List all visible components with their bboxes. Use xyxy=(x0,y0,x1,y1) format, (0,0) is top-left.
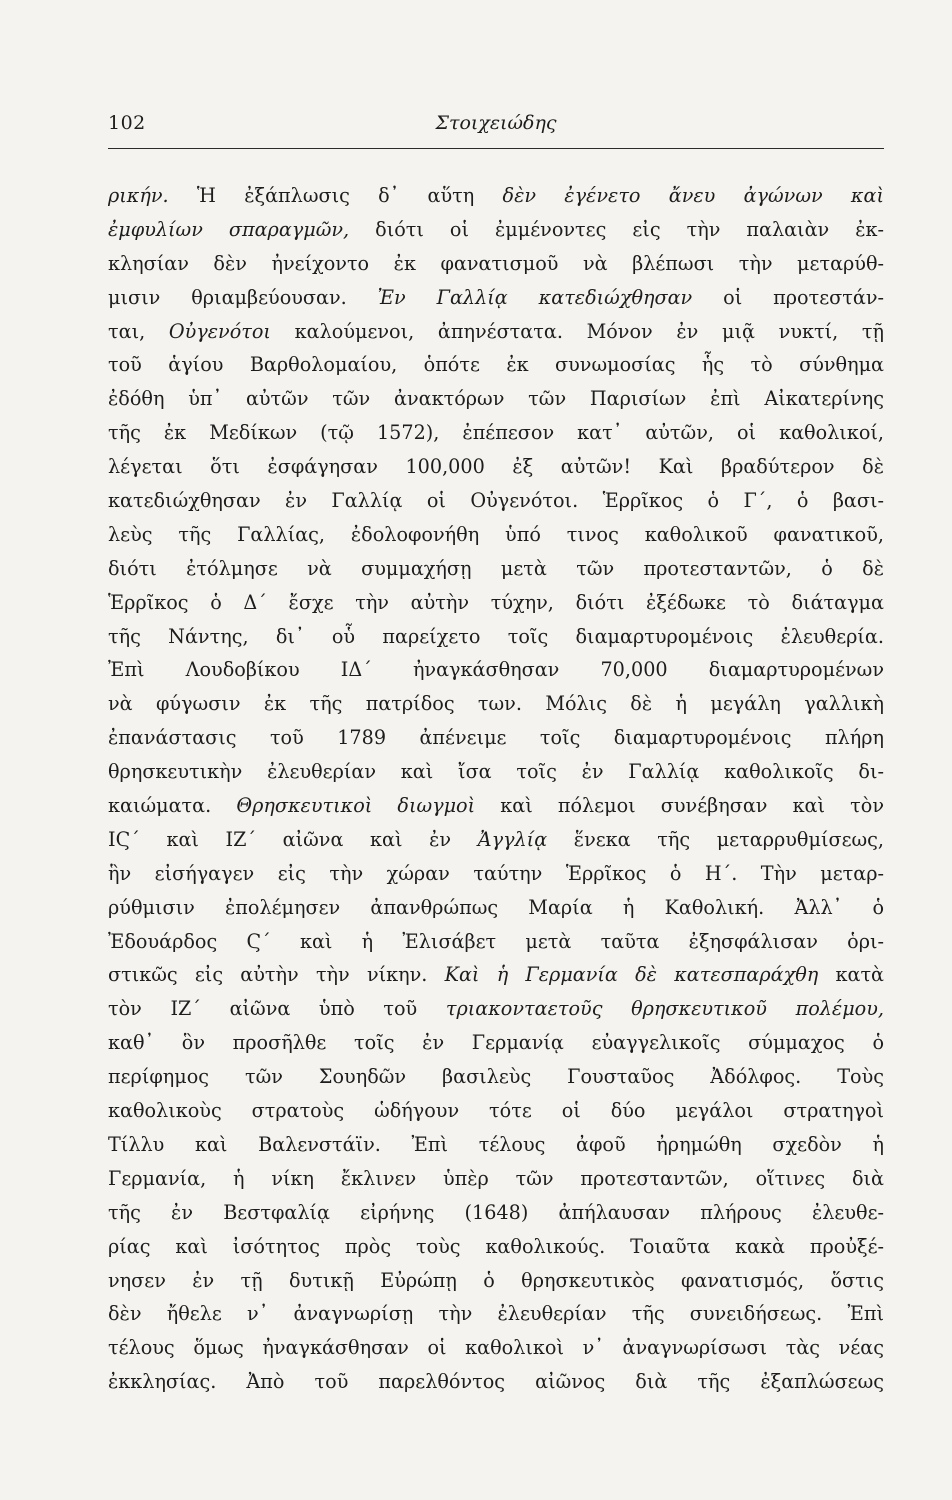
text-segment: τέλους ὅμως ἠναγκάσθησαν οἱ καθολικοὶ ν᾿ ἀναγνωρίσωσι τὰς νέας xyxy=(108,1336,884,1360)
text-line xyxy=(108,247,884,281)
text-segment: δὲν ἤθελε ν᾿ ἀναγνωρίσῃ τὴν ἐλευθερίαν τῆς συνειδήσεως. Ἐπὶ xyxy=(108,1302,884,1326)
text-segment: τῆς Νάντης, δι᾿ οὗ παρείχετο τοῖς διαμαρτυρομένοις ἐλευθερία. xyxy=(108,624,884,648)
text-segment: τῆς ἐν Βεστφαλίᾳ εἰρήνης (1648) ἀπήλαυσαν πλήρους ἐλευθε- xyxy=(108,1200,884,1224)
text-segment: τὸν ΙΖ´ αἰῶνα ὑπὸ τοῦ xyxy=(108,997,446,1021)
text-line xyxy=(108,653,884,687)
text-segment: οἱ προτεστάν- xyxy=(692,285,884,309)
italic-text-segment: Θρησκευτικοὶ διωγμοὶ xyxy=(236,794,476,818)
text-line xyxy=(108,1094,884,1128)
text-segment: νησεν ἐν τῇ δυτικῇ Εὐρώπῃ ὁ θρησκευτικὸς φανατισμός, ὅστις xyxy=(108,1268,884,1292)
text-segment: ρίας καὶ ἰσότητος πρὸς τοὺς καθολικούς. Τοιαῦτα κακὰ προὐξέ- xyxy=(108,1234,884,1258)
text-line xyxy=(108,281,884,315)
text-line xyxy=(108,857,884,891)
text-segment: μισιν θριαμβεύουσαν. xyxy=(108,285,378,309)
italic-text-segment: Καὶ ἡ Γερμανία δὲ κατεσπαράχθη xyxy=(444,963,819,987)
text-line xyxy=(108,552,884,586)
text-segment: ΙϚ´ καὶ ΙΖ´ αἰῶνα καὶ ἐν xyxy=(108,827,478,851)
text-line xyxy=(108,1331,884,1365)
text-segment: τοῦ ἁγίου Βαρθολομαίου, ὁπότε ἐκ συνωμοσίας ἧς τὸ σύνθημα xyxy=(108,353,884,377)
italic-text-segment: ρικήν. xyxy=(108,184,169,207)
italic-text-segment: δὲν ἐγένετο ἄνευ ἀγώνων καὶ xyxy=(502,184,884,207)
text-segment: ἐδόθη ὑπ᾿ αὐτῶν τῶν ἀνακτόρων τῶν Παρισίων ἐπὶ Αἰκατερίνης xyxy=(108,387,884,411)
text-segment: ρύθμισιν ἐπολέμησεν ἀπανθρώπως Μαρία ἡ Καθολική. Ἀλλ᾿ ὁ xyxy=(108,895,884,919)
italic-text-segment: Ἀγγλίᾳ xyxy=(477,827,548,851)
text-line xyxy=(108,484,884,518)
italic-text-segment: Οὐγενότοι xyxy=(168,319,271,343)
text-segment: λέγεται ὅτι ἐσφάγησαν 100,000 ἐξ αὐτῶν! Καὶ βραδύτερον δὲ xyxy=(108,455,884,479)
text-line xyxy=(108,789,884,823)
italic-text-segment: ἐμφυλίων σπαραγμῶν, xyxy=(108,217,350,241)
running-title: Στοιχειώδης xyxy=(435,112,557,134)
text-segment: καὶ πόλεμοι συνέβησαν καὶ τὸν xyxy=(475,794,884,818)
text-line xyxy=(108,823,884,857)
text-line xyxy=(108,1162,884,1196)
text-line xyxy=(108,992,884,1026)
text-segment: ἣν εἰσήγαγεν εἰς τὴν χώραν ταύτην Ἑρρῖκος ὁ Η´. Τὴν μεταρ- xyxy=(108,861,884,885)
text-segment: ἐκκλησίας. Ἀπὸ τοῦ παρελθόντος αἰῶνος διὰ τῆς ἐξαπλώσεως xyxy=(108,1370,884,1394)
text-line xyxy=(108,1128,884,1162)
text-segment: Ἐπὶ Λουδοβίκου ΙΔ´ ἠναγκάσθησαν 70,000 διαμαρτυρομένων xyxy=(108,658,884,682)
text-segment: Ἑρρῖκος ὁ Δ´ ἔσχε τὴν αὐτὴν τύχην, διότι ἐξέδωκε τὸ διάταγμα xyxy=(108,590,884,614)
text-segment: καιώματα. xyxy=(108,794,237,818)
text-line xyxy=(108,687,884,721)
text-line xyxy=(108,891,884,925)
text-line xyxy=(108,348,884,382)
text-line xyxy=(108,416,884,450)
text-line xyxy=(108,1230,884,1264)
text-segment: Τίλλυ καὶ Βαλενστάϊν. Ἐπὶ τέλους ἀφοῦ ἠρημώθη σχεδὸν ἡ xyxy=(108,1132,884,1156)
text-segment: κατεδιώχθησαν ἐν Γαλλίᾳ οἱ Οὐγενότοι. Ἑρρῖκος ὁ Γ´, ὁ βασι- xyxy=(108,489,884,513)
text-line xyxy=(108,1264,884,1298)
text-line xyxy=(108,1060,884,1094)
text-segment: νὰ φύγωσιν ἐκ τῆς πατρίδος των. Μόλις δὲ ἡ μεγάλη γαλλικὴ xyxy=(108,692,884,716)
text-line xyxy=(108,620,884,654)
text-line xyxy=(108,179,884,213)
text-segment: λεὺς τῆς Γαλλίας, ἐδολοφονήθη ὑπό τινος καθολικοῦ φανατικοῦ, xyxy=(108,522,884,546)
text-segment: κλησίαν δὲν ἠνείχοντο ἐκ φανατισμοῦ νὰ βλέπωσι τὴν μεταρύθ- xyxy=(108,251,884,275)
text-segment: καθολικοὺς στρατοὺς ὡδήγουν τότε οἱ δύο μεγάλοι στρατηγοὶ xyxy=(108,1099,884,1123)
text-line xyxy=(108,315,884,349)
text-segment: ἕνεκα τῆς μεταρρυθμίσεως, xyxy=(547,827,884,851)
text-line xyxy=(108,958,884,992)
text-segment: στικῶς εἰς αὐτὴν τὴν νίκην. xyxy=(108,963,445,987)
text-segment: θρησκευτικὴν ἐλευθερίαν καὶ ἴσα τοῖς ἐν Γαλλίᾳ καθολικοῖς δι- xyxy=(108,760,884,784)
text-segment: διότι ἐτόλμησε νὰ συμμαχήσῃ μετὰ τῶν προτεσταντῶν, ὁ δὲ xyxy=(108,556,884,580)
text-segment: Ἡ ἐξάπλωσις δ᾿ αὕτη xyxy=(168,184,503,207)
text-segment: καθ᾿ ὃν προσῆλθε τοῖς ἐν Γερμανίᾳ εὐαγγελικοῖς σύμμαχος ὁ xyxy=(108,1031,884,1055)
text-line xyxy=(108,213,884,247)
italic-text-segment: τριακονταετοῦς θρησκευτικοῦ πολέμου, xyxy=(445,997,884,1021)
text-line xyxy=(108,518,884,552)
body-text xyxy=(108,179,884,1399)
text-segment: κατὰ xyxy=(818,963,884,987)
text-line xyxy=(108,1297,884,1331)
text-line xyxy=(108,1196,884,1230)
text-line xyxy=(108,925,884,959)
text-line xyxy=(108,382,884,416)
text-segment: ἐπανάστασις τοῦ 1789 ἀπένειμε τοῖς διαμαρτυρομένοις πλήρη xyxy=(108,726,884,750)
text-line xyxy=(108,586,884,620)
text-segment: ται, xyxy=(108,319,169,343)
text-line xyxy=(108,1365,884,1399)
page-number: 102 xyxy=(108,112,146,134)
text-line xyxy=(108,755,884,789)
italic-text-segment: Ἐν Γαλλίᾳ κατεδιώχθησαν xyxy=(377,285,693,309)
text-segment: τῆς ἐκ Μεδίκων (τῷ 1572), ἐπέπεσον κατ᾿ αὐτῶν, οἱ καθολικοί, xyxy=(108,421,884,445)
header-rule xyxy=(108,148,884,149)
text-segment: περίφημος τῶν Σουηδῶν βασιλεὺς Γουσταῦος Ἀδόλφος. Τοὺς xyxy=(108,1065,884,1089)
page-header xyxy=(108,104,884,144)
text-segment: διότι οἱ ἐμμένοντες εἰς τὴν παλαιὰν ἐκ- xyxy=(349,217,884,241)
text-segment: καλούμενοι, ἀπηνέστατα. Μόνον ἐν μιᾷ νυκτί, τῇ xyxy=(270,319,884,343)
text-segment: Ἐδουάρδος Ϛ´ καὶ ἡ Ἐλισάβετ μετὰ ταῦτα ἐξησφάλισαν ὁρι- xyxy=(108,929,884,953)
text-line xyxy=(108,1026,884,1060)
text-segment: Γερμανία, ἡ νίκη ἔκλινεν ὑπὲρ τῶν προτεσταντῶν, οἵτινες διὰ xyxy=(108,1166,884,1190)
text-line xyxy=(108,450,884,484)
text-line xyxy=(108,721,884,755)
